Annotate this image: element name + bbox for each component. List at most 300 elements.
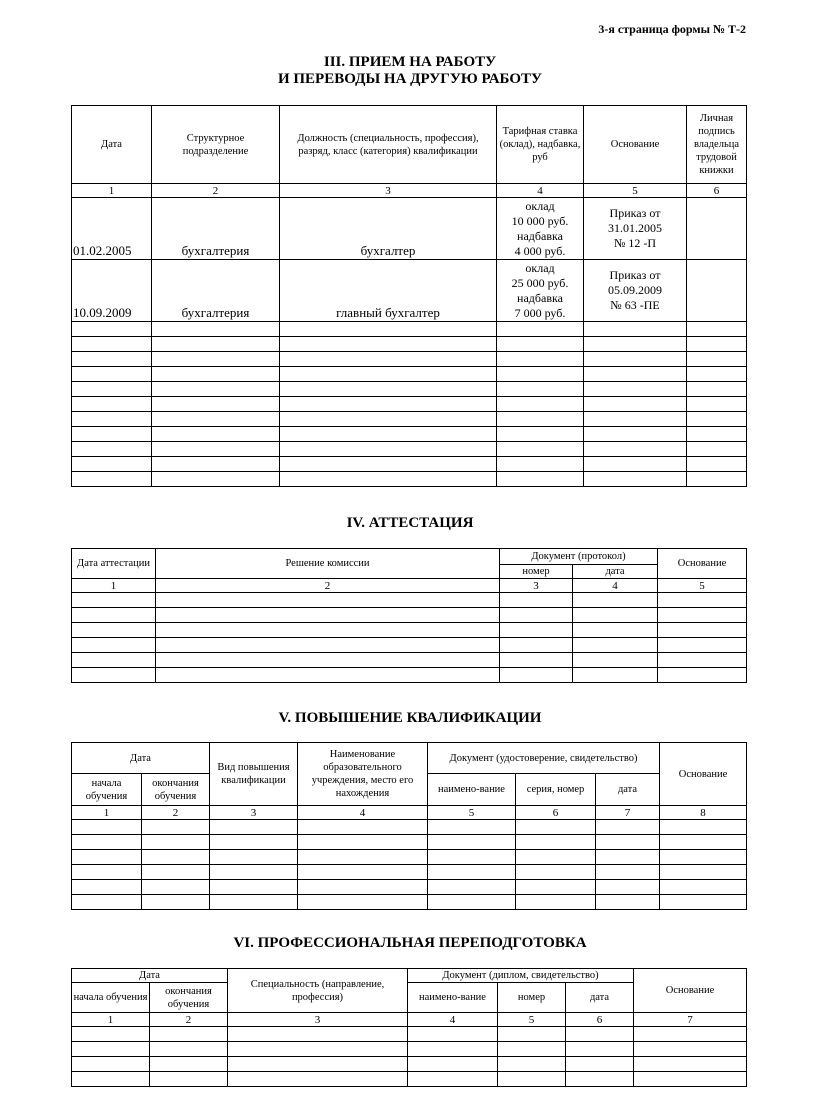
empty-cell	[152, 382, 280, 397]
empty-cell	[687, 457, 747, 472]
empty-cell	[573, 623, 658, 638]
empty-cell	[152, 427, 280, 442]
empty-cell	[497, 337, 584, 352]
empty-cell	[687, 322, 747, 337]
empty-cell	[566, 1027, 634, 1042]
empty-cell	[72, 850, 142, 865]
empty-cell	[516, 835, 596, 850]
column-number: 6	[566, 1013, 634, 1027]
empty-cell	[152, 412, 280, 427]
empty-cell	[660, 820, 747, 835]
empty-cell	[156, 638, 500, 653]
empty-cell	[152, 472, 280, 487]
empty-cell	[228, 1042, 408, 1057]
empty-cell	[584, 472, 687, 487]
basis-line: № 63 -ПЕ	[610, 298, 660, 312]
empty-cell	[584, 397, 687, 412]
empty-cell	[72, 1057, 150, 1072]
qualification-table	[71, 742, 747, 910]
col-header-date: Дата	[72, 106, 152, 184]
empty-cell	[298, 895, 428, 910]
empty-row	[72, 412, 747, 427]
row-rate	[497, 260, 584, 322]
empty-cell	[72, 608, 156, 623]
empty-cell	[408, 1027, 498, 1042]
empty-cell	[210, 895, 298, 910]
column-number: 3	[228, 1013, 408, 1027]
empty-cell	[497, 397, 584, 412]
empty-row	[72, 608, 747, 623]
empty-cell	[72, 593, 156, 608]
empty-cell	[658, 668, 747, 683]
empty-cell	[142, 820, 210, 835]
column-number: 4	[298, 806, 428, 820]
empty-cell	[516, 880, 596, 895]
empty-cell	[210, 820, 298, 835]
empty-cell	[687, 412, 747, 427]
page-label: 3-я страница формы № Т-2	[598, 22, 746, 36]
empty-cell	[298, 865, 428, 880]
hiring-transfers-table	[71, 105, 747, 487]
column-number: 3	[280, 184, 497, 198]
empty-cell	[156, 653, 500, 668]
empty-row	[72, 593, 747, 608]
empty-cell	[280, 427, 497, 442]
empty-cell	[660, 880, 747, 895]
rate-line: 10 000 руб.	[511, 213, 569, 228]
empty-cell	[596, 835, 660, 850]
col-header-position: Должность (специальность, профессия), разряд, класс (категория) квалификации	[280, 106, 497, 184]
empty-cell	[210, 865, 298, 880]
rate-line: 4 000 руб.	[514, 243, 566, 258]
column-number: 1	[72, 1013, 150, 1027]
col-header-basis: Основание	[584, 106, 687, 184]
empty-cell	[228, 1072, 408, 1087]
empty-cell	[428, 895, 516, 910]
empty-cell	[584, 442, 687, 457]
empty-cell	[156, 608, 500, 623]
empty-cell	[72, 472, 152, 487]
table-row	[72, 198, 747, 260]
empty-cell	[72, 412, 152, 427]
empty-cell	[72, 367, 152, 382]
column-number: 5	[498, 1013, 566, 1027]
empty-cell	[72, 322, 152, 337]
empty-cell	[497, 412, 584, 427]
column-number: 8	[660, 806, 747, 820]
column-number: 2	[142, 806, 210, 820]
column-number: 6	[516, 806, 596, 820]
empty-cell	[72, 337, 152, 352]
empty-cell	[498, 1042, 566, 1057]
empty-cell	[660, 850, 747, 865]
empty-cell	[72, 653, 156, 668]
table-header-row	[72, 106, 747, 184]
empty-cell	[210, 880, 298, 895]
empty-row	[72, 668, 747, 683]
empty-cell	[687, 427, 747, 442]
empty-cell	[428, 835, 516, 850]
empty-cell	[156, 593, 500, 608]
row-position: бухгалтер	[280, 198, 497, 260]
empty-cell	[584, 322, 687, 337]
empty-cell	[152, 337, 280, 352]
rate-line: надбавка	[517, 228, 563, 243]
row-department: бухгалтерия	[152, 260, 280, 322]
empty-cell	[687, 382, 747, 397]
empty-cell	[280, 322, 497, 337]
empty-cell	[408, 1057, 498, 1072]
empty-cell	[687, 352, 747, 367]
empty-cell	[660, 865, 747, 880]
empty-cell	[210, 835, 298, 850]
empty-cell	[408, 1072, 498, 1087]
empty-cell	[280, 382, 497, 397]
empty-cell	[500, 653, 573, 668]
row-date: 01.02.2005	[72, 198, 152, 260]
column-number: 1	[72, 806, 142, 820]
column-number: 5	[428, 806, 516, 820]
empty-cell	[298, 850, 428, 865]
empty-cell	[142, 865, 210, 880]
empty-cell	[566, 1042, 634, 1057]
empty-cell	[516, 895, 596, 910]
empty-cell	[658, 638, 747, 653]
empty-row	[72, 427, 747, 442]
empty-cell	[573, 638, 658, 653]
empty-cell	[573, 668, 658, 683]
row-signature	[687, 198, 747, 260]
column-number: 7	[596, 806, 660, 820]
empty-cell	[658, 608, 747, 623]
basis-line: № 12 -П	[613, 236, 657, 250]
empty-cell	[596, 880, 660, 895]
col-header-number: номер	[500, 565, 573, 579]
empty-cell	[687, 337, 747, 352]
empty-cell	[72, 397, 152, 412]
col-header-date: Дата	[72, 969, 228, 983]
empty-cell	[584, 367, 687, 382]
empty-cell	[280, 412, 497, 427]
empty-row	[72, 337, 747, 352]
section4-title: IV. АТТЕСТАЦИЯ	[346, 515, 474, 531]
empty-cell	[658, 623, 747, 638]
column-number: 2	[150, 1013, 228, 1027]
section3-title-line1: III. ПРИЕМ НА РАБОТУ	[323, 54, 497, 70]
empty-cell	[584, 337, 687, 352]
row-signature	[687, 260, 747, 322]
col-header-attestation-date: Дата аттестации	[72, 549, 156, 579]
empty-cell	[72, 442, 152, 457]
empty-cell	[298, 835, 428, 850]
basis-line: 31.01.2005	[608, 221, 662, 235]
col-header-number: номер	[498, 983, 566, 1013]
col-header-document: Документ (протокол)	[500, 549, 658, 565]
empty-cell	[584, 457, 687, 472]
empty-cell	[497, 472, 584, 487]
empty-cell	[573, 593, 658, 608]
column-number-row	[72, 806, 747, 820]
empty-row	[72, 835, 747, 850]
empty-row	[72, 442, 747, 457]
empty-cell	[573, 653, 658, 668]
rate-line: 7 000 руб.	[514, 305, 566, 320]
empty-row	[72, 820, 747, 835]
empty-row	[72, 653, 747, 668]
empty-cell	[152, 457, 280, 472]
row-department: бухгалтерия	[152, 198, 280, 260]
empty-row	[72, 1057, 747, 1072]
empty-cell	[497, 322, 584, 337]
empty-row	[72, 1027, 747, 1042]
col-header-specialty: Специальность (направление, профессия)	[228, 969, 408, 1013]
empty-cell	[634, 1057, 747, 1072]
column-number: 4	[573, 579, 658, 593]
empty-row	[72, 638, 747, 653]
empty-cell	[687, 472, 747, 487]
column-number: 1	[72, 579, 156, 593]
rate-line: 25 000 руб.	[511, 275, 569, 290]
empty-cell	[500, 593, 573, 608]
empty-cell	[142, 895, 210, 910]
empty-cell	[280, 352, 497, 367]
col-header-doc-name: наимено-вание	[428, 774, 516, 806]
rate-line: надбавка	[517, 290, 563, 305]
empty-cell	[497, 382, 584, 397]
retraining-table	[71, 968, 747, 1087]
empty-cell	[658, 593, 747, 608]
empty-cell	[72, 1027, 150, 1042]
empty-cell	[142, 850, 210, 865]
col-header-basis: Основание	[660, 743, 747, 806]
empty-cell	[280, 472, 497, 487]
col-header-series: серия, номер	[516, 774, 596, 806]
empty-cell	[72, 1042, 150, 1057]
empty-row	[72, 472, 747, 487]
empty-cell	[596, 895, 660, 910]
col-header-doc-date: дата	[566, 983, 634, 1013]
empty-cell	[152, 322, 280, 337]
empty-cell	[72, 352, 152, 367]
table-header-row	[72, 549, 747, 565]
empty-cell	[500, 668, 573, 683]
empty-cell	[500, 638, 573, 653]
empty-row	[72, 895, 747, 910]
empty-row	[72, 1072, 747, 1087]
empty-cell	[280, 457, 497, 472]
table-row	[72, 260, 747, 322]
empty-row	[72, 850, 747, 865]
empty-cell	[497, 442, 584, 457]
empty-cell	[687, 397, 747, 412]
empty-cell	[596, 820, 660, 835]
rate-line: оклад	[525, 198, 555, 213]
empty-cell	[497, 352, 584, 367]
empty-cell	[142, 835, 210, 850]
empty-cell	[498, 1027, 566, 1042]
empty-cell	[634, 1072, 747, 1087]
empty-cell	[280, 367, 497, 382]
empty-cell	[72, 865, 142, 880]
empty-cell	[596, 865, 660, 880]
attestation-table	[71, 548, 747, 683]
empty-cell	[497, 427, 584, 442]
empty-cell	[280, 442, 497, 457]
basis-line: 05.09.2009	[608, 283, 662, 297]
empty-cell	[280, 337, 497, 352]
empty-cell	[660, 835, 747, 850]
empty-cell	[687, 442, 747, 457]
section3-title-line2: И ПЕРЕВОДЫ НА ДРУГУЮ РАБОТУ	[277, 71, 543, 87]
empty-row	[72, 352, 747, 367]
empty-cell	[500, 608, 573, 623]
table-header-row	[72, 743, 747, 774]
empty-cell	[566, 1057, 634, 1072]
empty-cell	[150, 1057, 228, 1072]
col-header-institution: Наименование образовательного учреждения, место его нахождения	[298, 743, 428, 806]
section3-title	[0, 54, 820, 88]
basis-line: Приказ от	[609, 268, 661, 282]
empty-cell	[72, 895, 142, 910]
empty-cell	[72, 638, 156, 653]
empty-cell	[72, 382, 152, 397]
empty-cell	[516, 865, 596, 880]
column-number: 6	[687, 184, 747, 198]
empty-cell	[150, 1027, 228, 1042]
empty-cell	[573, 608, 658, 623]
col-header-start: начала обучения	[72, 983, 150, 1013]
empty-cell	[634, 1042, 747, 1057]
col-header-document: Документ (удостоверение, свидетельство)	[428, 743, 660, 774]
empty-cell	[280, 397, 497, 412]
empty-cell	[584, 352, 687, 367]
empty-cell	[152, 352, 280, 367]
col-header-start: начала обучения	[72, 774, 142, 806]
col-header-doc-date: дата	[573, 565, 658, 579]
col-header-decision: Решение комиссии	[156, 549, 500, 579]
empty-cell	[500, 623, 573, 638]
empty-row	[72, 397, 747, 412]
empty-cell	[72, 880, 142, 895]
empty-cell	[142, 880, 210, 895]
empty-cell	[228, 1027, 408, 1042]
basis-line: Приказ от	[609, 206, 661, 220]
empty-cell	[660, 895, 747, 910]
empty-cell	[584, 382, 687, 397]
empty-cell	[658, 653, 747, 668]
column-number: 5	[658, 579, 747, 593]
col-header-doc-date: дата	[596, 774, 660, 806]
empty-cell	[72, 820, 142, 835]
empty-cell	[72, 457, 152, 472]
column-number-row	[72, 579, 747, 593]
empty-cell	[152, 397, 280, 412]
empty-cell	[516, 820, 596, 835]
empty-cell	[687, 367, 747, 382]
row-basis	[584, 198, 687, 260]
row-date: 10.09.2009	[72, 260, 152, 322]
empty-row	[72, 1042, 747, 1057]
col-header-department: Структурное подразделение	[152, 106, 280, 184]
empty-cell	[152, 367, 280, 382]
empty-cell	[156, 668, 500, 683]
empty-row	[72, 865, 747, 880]
empty-cell	[150, 1072, 228, 1087]
empty-cell	[228, 1057, 408, 1072]
column-number: 7	[634, 1013, 747, 1027]
empty-cell	[497, 457, 584, 472]
empty-row	[72, 367, 747, 382]
col-header-end: окончания обучения	[150, 983, 228, 1013]
empty-row	[72, 457, 747, 472]
column-number: 1	[72, 184, 152, 198]
empty-cell	[498, 1072, 566, 1087]
empty-cell	[72, 623, 156, 638]
empty-cell	[428, 850, 516, 865]
row-basis	[584, 260, 687, 322]
empty-cell	[408, 1042, 498, 1057]
empty-cell	[152, 442, 280, 457]
row-position: главный бухгалтер	[280, 260, 497, 322]
empty-cell	[72, 427, 152, 442]
empty-cell	[210, 850, 298, 865]
column-number: 4	[497, 184, 584, 198]
empty-cell	[298, 820, 428, 835]
empty-cell	[428, 880, 516, 895]
empty-cell	[72, 835, 142, 850]
empty-cell	[72, 668, 156, 683]
empty-cell	[584, 412, 687, 427]
col-header-basis: Основание	[658, 549, 747, 579]
table-header-row	[72, 969, 747, 983]
column-number-row	[72, 184, 747, 198]
column-number: 3	[210, 806, 298, 820]
column-number: 4	[408, 1013, 498, 1027]
column-number: 2	[152, 184, 280, 198]
empty-cell	[428, 865, 516, 880]
empty-cell	[566, 1072, 634, 1087]
empty-cell	[497, 367, 584, 382]
col-header-basis: Основание	[634, 969, 747, 1013]
empty-cell	[428, 820, 516, 835]
row-rate	[497, 198, 584, 260]
column-number: 5	[584, 184, 687, 198]
empty-cell	[298, 880, 428, 895]
empty-row	[72, 322, 747, 337]
col-header-rate: Тарифная ставка (оклад), надбавка, руб	[497, 106, 584, 184]
col-header-signature: Личная подпись владельца трудовой книжки	[687, 106, 747, 184]
empty-cell	[634, 1027, 747, 1042]
empty-row	[72, 623, 747, 638]
col-header-doc-name: наимено-вание	[408, 983, 498, 1013]
empty-row	[72, 382, 747, 397]
column-number: 3	[500, 579, 573, 593]
section6-title: VI. ПРОФЕССИОНАЛЬНАЯ ПЕРЕПОДГОТОВКА	[233, 935, 587, 951]
empty-cell	[498, 1057, 566, 1072]
column-number: 2	[156, 579, 500, 593]
col-header-end: окончания обучения	[142, 774, 210, 806]
empty-cell	[150, 1042, 228, 1057]
empty-cell	[516, 850, 596, 865]
rate-line: оклад	[525, 260, 555, 275]
empty-cell	[72, 1072, 150, 1087]
empty-row	[72, 880, 747, 895]
col-header-date: Дата	[72, 743, 210, 774]
empty-cell	[596, 850, 660, 865]
empty-cell	[584, 427, 687, 442]
col-header-kind: Вид повышения квалификации	[210, 743, 298, 806]
column-number-row	[72, 1013, 747, 1027]
